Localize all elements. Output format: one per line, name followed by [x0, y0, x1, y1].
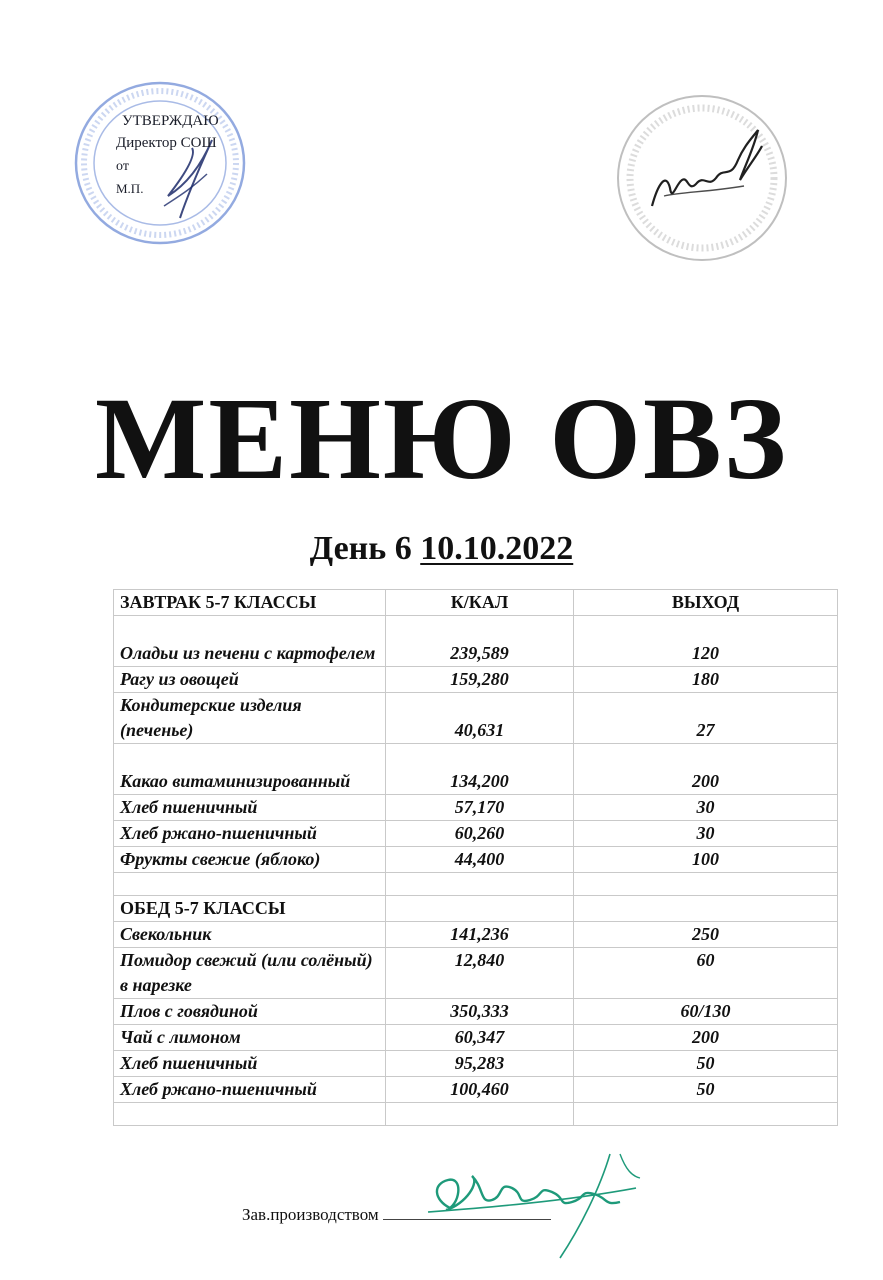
signature-underline — [383, 1219, 551, 1220]
dish-kcal: 44,400 — [386, 847, 574, 873]
table-spacer-row — [114, 873, 838, 896]
dish-output: 60/130 — [574, 999, 838, 1025]
empty-cell — [386, 873, 574, 896]
dish-output: 60 — [574, 948, 838, 999]
table-row — [114, 821, 838, 847]
dish-name: Хлеб ржано-пшеничный — [114, 821, 386, 847]
table-row — [114, 616, 838, 667]
round-seal-blue — [72, 78, 250, 248]
dish-name: Оладьи из печени с картофелем — [114, 616, 386, 667]
table-row — [114, 847, 838, 873]
dish-name: Рагу из овощей — [114, 667, 386, 693]
dish-output: 120 — [574, 616, 838, 667]
footer-signature-line — [242, 1205, 551, 1225]
table-row — [114, 795, 838, 821]
dish-kcal: 95,283 — [386, 1051, 574, 1077]
round-seal-gray — [612, 88, 802, 266]
dish-kcal: 134,200 — [386, 744, 574, 795]
dish-name: Хлеб пшеничный — [114, 1051, 386, 1077]
table-row — [114, 667, 838, 693]
dish-kcal: 12,840 — [386, 948, 574, 999]
dish-kcal: 159,280 — [386, 667, 574, 693]
dish-output: 200 — [574, 1025, 838, 1051]
dish-name: Кондитерские изделия (печенье) — [114, 693, 386, 744]
dish-kcal: 57,170 — [386, 795, 574, 821]
table-spacer-row — [114, 1103, 838, 1126]
lunch-section-row — [114, 896, 838, 922]
left-stamp — [72, 78, 250, 248]
dish-output: 250 — [574, 922, 838, 948]
stamp-mp-text: М.П. — [116, 181, 144, 196]
dish-name: Хлеб пшеничный — [114, 795, 386, 821]
dish-kcal: 100,460 — [386, 1077, 574, 1103]
table-row — [114, 922, 838, 948]
empty-cell — [114, 873, 386, 896]
empty-cell — [386, 896, 574, 922]
dish-kcal: 141,236 — [386, 922, 574, 948]
day-label: День 6 — [309, 530, 412, 567]
dish-kcal: 60,347 — [386, 1025, 574, 1051]
table-row — [114, 1025, 838, 1051]
table-row — [114, 1077, 838, 1103]
column-header-kcal: К/КАЛ — [386, 590, 574, 616]
dish-name: Плов с говядиной — [114, 999, 386, 1025]
right-stamp — [612, 88, 802, 266]
table-row — [114, 948, 838, 999]
dish-name: Фрукты свежие (яблоко) — [114, 847, 386, 873]
empty-cell — [114, 1103, 386, 1126]
empty-cell — [574, 896, 838, 922]
dish-output: 30 — [574, 821, 838, 847]
dish-name: Какао витаминизированный — [114, 744, 386, 795]
dish-output: 100 — [574, 847, 838, 873]
footer-label: Зав.производством — [242, 1205, 379, 1224]
lunch-section-title: ОБЕД 5-7 КЛАССЫ — [114, 896, 386, 922]
dish-kcal: 40,631 — [386, 693, 574, 744]
stamp-from-text: от — [116, 159, 129, 174]
dish-kcal: 60,260 — [386, 821, 574, 847]
day-heading — [0, 532, 883, 566]
dish-output: 30 — [574, 795, 838, 821]
stamp-approve-text: УТВЕРЖДАЮ — [122, 113, 219, 129]
dish-output: 200 — [574, 744, 838, 795]
dish-name: Хлеб ржано-пшеничный — [114, 1077, 386, 1103]
empty-cell — [386, 1103, 574, 1126]
menu-table — [113, 589, 838, 1126]
empty-cell — [574, 1103, 838, 1126]
column-header-output: ВЫХОД — [574, 590, 838, 616]
table-row — [114, 999, 838, 1025]
page-title: МЕНЮ ОВЗ — [94, 373, 788, 504]
dish-kcal: 350,333 — [386, 999, 574, 1025]
empty-cell — [574, 873, 838, 896]
table-row — [114, 693, 838, 744]
stamp-director-text: Директор СОШ — [116, 135, 217, 151]
dish-output: 27 — [574, 693, 838, 744]
dish-output: 50 — [574, 1051, 838, 1077]
menu-date: 10.10.2022 — [420, 530, 574, 567]
column-header-breakfast: ЗАВТРАК 5-7 КЛАССЫ — [114, 590, 386, 616]
dish-name: Свекольник — [114, 922, 386, 948]
dish-kcal: 239,589 — [386, 616, 574, 667]
table-row — [114, 744, 838, 795]
dish-output: 180 — [574, 667, 838, 693]
dish-name: Помидор свежий (или солёный) в нарезке — [114, 948, 386, 999]
table-row — [114, 1051, 838, 1077]
dish-output: 50 — [574, 1077, 838, 1103]
dish-name: Чай с лимоном — [114, 1025, 386, 1051]
table-header-row — [114, 590, 838, 616]
